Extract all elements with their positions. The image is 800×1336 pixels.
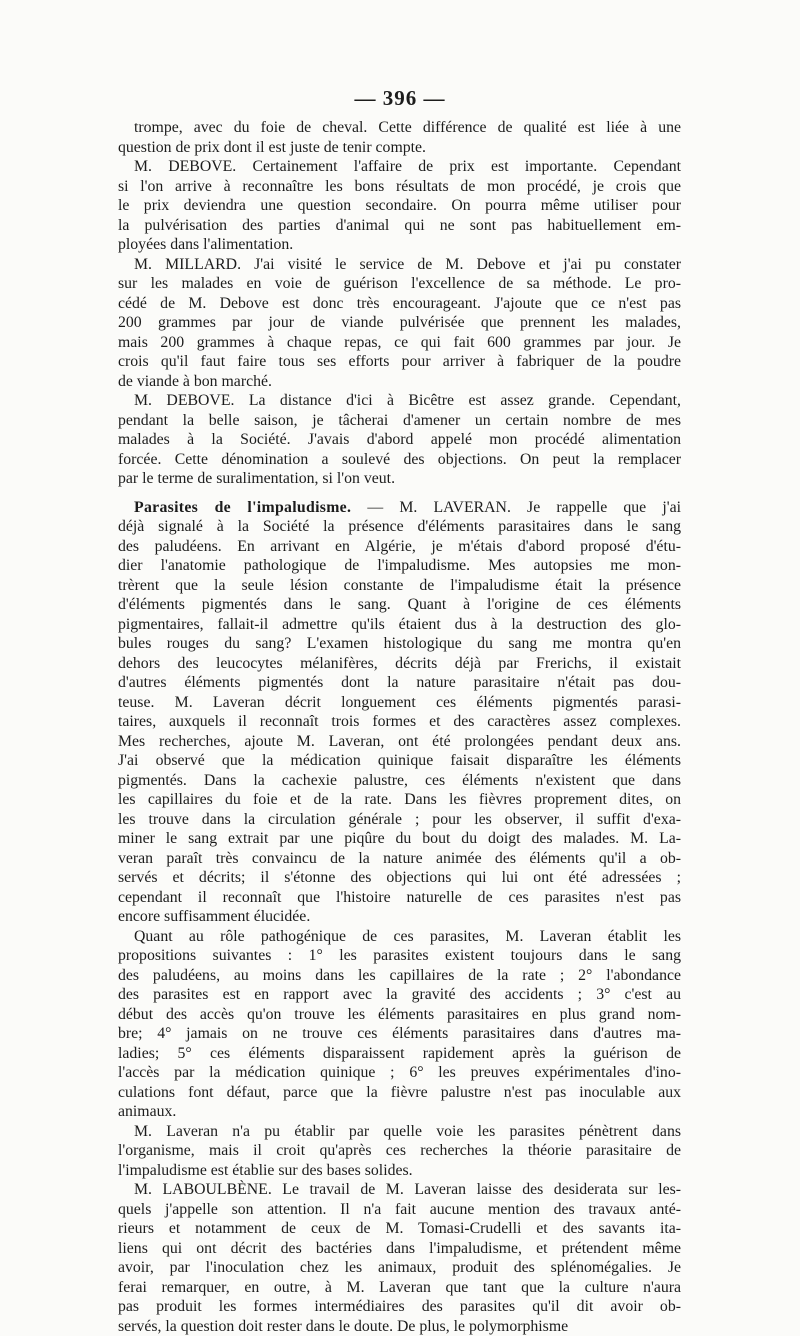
line-text: si l'on arrive à reconnaître les bons résultats de mon procédé, je crois que xyxy=(118,178,681,195)
line-text: culations font défaut, parce que la fièvre palustre n'est pas inoculable aux xyxy=(118,1084,681,1101)
paragraph xyxy=(118,391,681,489)
line-text: taires, auxquels il reconnaît trois formes et des caractères assez complexes. xyxy=(118,713,681,730)
line-text: cependant il reconnaît que l'histoire naturelle de ces parasites n'est pas xyxy=(118,889,681,906)
line-text: M. DEBOVE. Certainement l'affaire de prix est importante. Cependant xyxy=(134,158,681,175)
text-line xyxy=(118,1044,681,1064)
text-line xyxy=(118,157,681,177)
line-text: pigmentés. Dans la cachexie palustre, ces éléments n'existent que dans xyxy=(118,772,681,789)
line-text: des paludéens. En arrivant en Algérie, je m'étais d'abord proposé d'étu- xyxy=(118,538,681,555)
text-line xyxy=(118,372,681,392)
paragraph xyxy=(118,255,681,392)
section-title: Parasites de l'impaludisme. xyxy=(134,499,351,516)
text-line xyxy=(118,1102,681,1122)
line-text: des paludéens, au moins dans les capillaires de la rate ; 2° l'abondance xyxy=(118,967,681,984)
line-text: teuse. M. Laveran décrit longuement ces éléments pigmentés parasi- xyxy=(118,694,681,711)
text-line xyxy=(118,196,681,216)
text-line xyxy=(118,966,681,986)
text-line xyxy=(118,927,681,947)
paragraph xyxy=(118,118,681,157)
text-line xyxy=(118,868,681,888)
text-line xyxy=(118,654,681,674)
text-line xyxy=(118,1297,681,1317)
line-text: dehors des leucocytes mélanifères, décrits déjà par Frerichs, il existait xyxy=(118,655,681,672)
text-line xyxy=(118,1024,681,1044)
text-line xyxy=(118,294,681,314)
line-text: pas produit les formes intermédiaires des parasites qu'il dit avoir ob- xyxy=(118,1298,681,1315)
text-line xyxy=(118,118,681,138)
text-line xyxy=(118,556,681,576)
text-line xyxy=(118,411,681,431)
text-body xyxy=(118,118,681,1336)
text-line xyxy=(118,732,681,752)
line-text: de viande à bon marché. xyxy=(118,373,272,390)
text-line xyxy=(118,634,681,654)
text-line xyxy=(118,1239,681,1259)
line-text: quels j'appelle son attention. Il n'a fait aucune mention des travaux anté- xyxy=(118,1201,681,1218)
line-text: le prix deviendra une question secondaire. On pourra même utiliser pour xyxy=(118,197,681,214)
text-line xyxy=(118,352,681,372)
text-line xyxy=(118,469,681,489)
text-line xyxy=(118,771,681,791)
line-text: ployées dans l'alimentation. xyxy=(118,236,293,253)
text-line xyxy=(118,1063,681,1083)
text-line xyxy=(118,1219,681,1239)
line-text: Quant au rôle pathogénique de ces parasites, M. Laveran établit les xyxy=(134,928,681,945)
paragraph xyxy=(118,927,681,1122)
text-line xyxy=(118,1083,681,1103)
text-line xyxy=(118,849,681,869)
text-line xyxy=(118,1122,681,1142)
line-text: rieurs et notamment de ceux de M. Tomasi-Crudelli et des savants ita- xyxy=(118,1220,681,1237)
line-text: bre; 4° jamais on ne trouve ces éléments parasitaires dans d'autres ma- xyxy=(118,1025,681,1042)
line-text: servés, la question doit rester dans le doute. De plus, le polymorphisme xyxy=(118,1318,568,1335)
line-text: M. MILLARD. J'ai visité le service de M. Debove et j'ai pu constater xyxy=(134,256,681,273)
text-line xyxy=(118,498,681,518)
text-line xyxy=(118,450,681,470)
line-text: la pulvérisation des parties d'animal qui ne sont pas habituellement em- xyxy=(118,217,681,234)
text-line xyxy=(118,985,681,1005)
text-line xyxy=(118,751,681,771)
line-text: J'ai observé que la médication quinique faisait disparaître les éléments xyxy=(118,752,681,769)
text-line xyxy=(118,946,681,966)
text-line xyxy=(118,391,681,411)
line-text: l'impaludisme est établie sur des bases solides. xyxy=(118,1162,413,1179)
line-text: crois qu'il faut faire tous ses efforts pour arriver à fabriquer de la poudre xyxy=(118,353,681,370)
line-text: pendant la belle saison, je tâcherai d'amener un certain nombre de mes xyxy=(118,412,681,429)
text-line xyxy=(118,1161,681,1181)
line-text: début des accès qu'on trouve les éléments parasitaires en plus grand nom- xyxy=(118,1006,681,1023)
line-text: veran paraît très convaincu de la nature animée des éléments qu'il a ob- xyxy=(118,850,681,867)
line-text: M. Laveran n'a pu établir par quelle voie les parasites pénètrent dans xyxy=(134,1123,681,1140)
line-text: pigmentaires, fallait-il admettre qu'ils étaient dus à la destruction des glo- xyxy=(118,616,681,633)
text-line xyxy=(118,790,681,810)
line-text: mais 200 grammes à chaque repas, ce qui fait 600 grammes par jour. Je xyxy=(118,334,681,351)
line-text: déjà signalé à la Société la présence d'éléments parasitaires dans le sang xyxy=(118,518,681,535)
text-line xyxy=(118,693,681,713)
line-text: question de prix dont il est juste de tenir compte. xyxy=(118,139,426,156)
text-line xyxy=(118,138,681,158)
line-text: propositions suivantes : 1° les parasites existent toujours dans le sang xyxy=(118,947,681,964)
line-text: encore suffisamment élucidée. xyxy=(118,908,310,925)
line-text: liens qui ont décrit des bactéries dans l'impaludisme, et prétendent même xyxy=(118,1240,681,1257)
line-text: trèrent que la seule lésion constante de l'impaludisme était la présence xyxy=(118,577,681,594)
line-text: servés et décrits; il s'étonne des objections qui lui ont été adressées ; xyxy=(118,869,681,886)
line-text: M. DEBOVE. La distance d'ici à Bicêtre est assez grande. Cependant, xyxy=(134,392,681,409)
page-number: — 396 — xyxy=(0,86,800,111)
text-line xyxy=(118,333,681,353)
line-text: d'autres éléments pigmentés dont la nature parasitaire n'était pas dou- xyxy=(118,674,681,691)
text-line xyxy=(118,313,681,333)
line-text: l'organisme, mais il croit qu'après ces recherches la théorie parasitaire de xyxy=(118,1142,681,1159)
text-line xyxy=(118,810,681,830)
line-text: d'éléments pigmentés dans le sang. Quant à l'origine de ces éléments xyxy=(118,596,681,613)
line-text: avoir, par l'inoculation chez les animaux, produit des splénomégalies. Je xyxy=(118,1259,681,1276)
line-text: sur les malades en voie de guérison l'excellence de sa méthode. Le pro- xyxy=(118,275,681,292)
text-line xyxy=(118,1180,681,1200)
paragraph xyxy=(118,1122,681,1181)
line-text: M. LABOULBÈNE. Le travail de M. Laveran laisse des desiderata sur les- xyxy=(134,1181,681,1198)
text-line xyxy=(118,1141,681,1161)
line-text: malades à la Société. J'avais d'abord appelé mon procédé alimentation xyxy=(118,431,681,448)
text-line xyxy=(118,673,681,693)
line-text: Mes recherches, ajoute M. Laveran, ont été prolongées pendant deux ans. xyxy=(118,733,681,750)
text-line xyxy=(118,430,681,450)
line-text: animaux. xyxy=(118,1103,176,1120)
text-line xyxy=(118,1200,681,1220)
text-line xyxy=(118,1317,681,1336)
line-text: ladies; 5° ces éléments disparaissent rapidement après la guérison de xyxy=(118,1045,681,1062)
paragraph xyxy=(118,157,681,255)
text-line xyxy=(118,576,681,596)
line-text: l'accès par la médication quinique ; 6° les preuves expérimentales d'ino- xyxy=(118,1064,681,1081)
text-line xyxy=(118,216,681,236)
text-line xyxy=(118,177,681,197)
text-line xyxy=(118,829,681,849)
text-line xyxy=(118,615,681,635)
text-line xyxy=(118,537,681,557)
line-text: forcée. Cette dénomination a soulevé des objections. On peut la remplacer xyxy=(118,451,681,468)
text-line xyxy=(118,255,681,275)
line-text: dier l'anatomie pathologique de l'impaludisme. Mes autopsies me mon- xyxy=(118,557,681,574)
line-text: cédé de M. Debove est donc très encourageant. J'ajoute que ce n'est pas xyxy=(118,295,681,312)
text-line xyxy=(118,1005,681,1025)
paragraph xyxy=(118,1180,681,1336)
line-text: miner le sang extrait par une piqûre du bout du doigt des malades. M. La- xyxy=(118,830,681,847)
line-text: bules rouges du sang? L'examen histologique du sang me montra qu'en xyxy=(118,635,681,652)
text-line xyxy=(118,274,681,294)
line-text: — M. LAVERAN. Je rappelle que j'ai xyxy=(351,499,681,516)
line-text: ferai remarquer, en outre, à M. Laveran que tant que la culture n'aura xyxy=(118,1279,681,1296)
text-line xyxy=(118,888,681,908)
paragraph xyxy=(118,498,681,927)
line-text: des parasites est en rapport avec la gravité des accidents ; 3° c'est au xyxy=(118,986,681,1003)
text-line xyxy=(118,235,681,255)
line-text: les trouve dans la circulation générale ; pour les observer, il suffit d'exa- xyxy=(118,811,681,828)
text-line xyxy=(118,712,681,732)
text-line xyxy=(118,1258,681,1278)
line-text: les capillaires du foie et de la rate. Dans les fièvres proprement dites, on xyxy=(118,791,681,808)
text-line xyxy=(118,907,681,927)
text-line xyxy=(118,1278,681,1298)
line-text: par le terme de suralimentation, si l'on veut. xyxy=(118,470,395,487)
text-line xyxy=(118,517,681,537)
line-text: 200 grammes par jour de viande pulvérisée que prennent les malades, xyxy=(118,314,681,331)
text-line xyxy=(118,595,681,615)
line-text: trompe, avec du foie de cheval. Cette différence de qualité est liée à une xyxy=(134,119,681,136)
